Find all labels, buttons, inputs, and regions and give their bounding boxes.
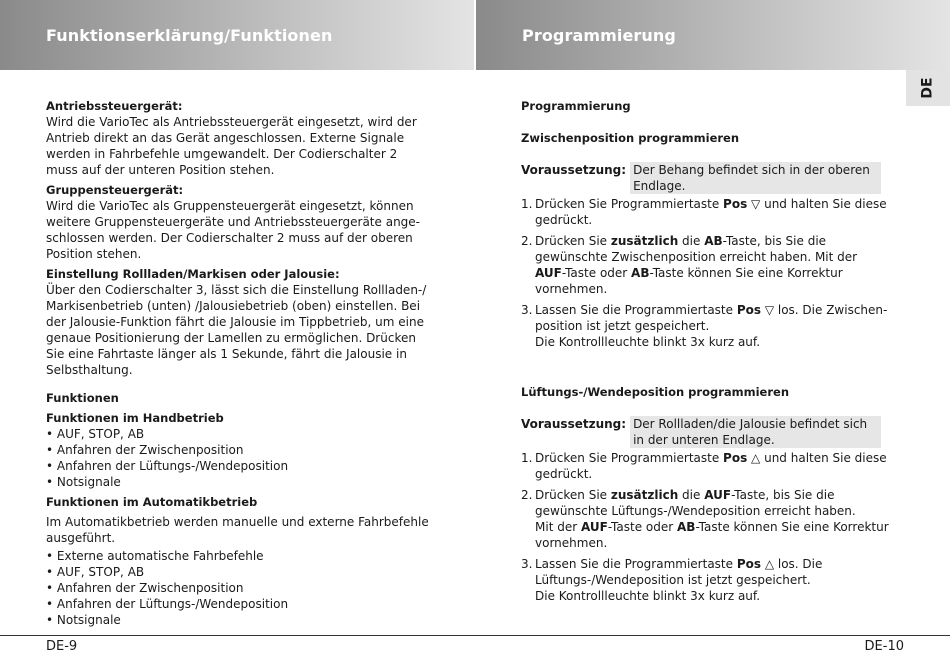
gruppe-text: Wird die VarioTec als Gruppensteuergerät eingesetzt, können weitere Gruppensteuergeräte und Antriebssteuergeräte ange-schlossen werden. Der Codierschalter 2 muss auf der oberen Position stehen.	[46, 199, 420, 261]
left-column	[46, 98, 431, 628]
step-item: 3. Lassen Sie die Programmiertaste Pos △ los. Die Lüftungs-/Wendeposition ist jetzt gespeichert. Die Kontrollleuchte blinkt 3x kurz auf.	[521, 557, 823, 603]
right-column	[521, 98, 891, 604]
prerequisite-text: Der Rollladen/die Jalousie befindet sich in der unteren Endlage.	[630, 416, 881, 448]
programmierung-heading: Programmierung	[521, 99, 631, 113]
right-page-title: Programmierung	[522, 25, 676, 45]
lueft-heading: Lüftungs-/Wendeposition programmieren	[521, 385, 790, 399]
zwischen-steps	[521, 196, 891, 350]
hand-heading: Funktionen im Handbetrieb	[46, 411, 224, 425]
right-header	[476, 0, 950, 70]
language-label: DE	[920, 77, 936, 99]
lueft-prerequisite	[521, 416, 891, 448]
lueft-steps	[521, 450, 891, 604]
step-item: 2. Drücken Sie zusätzlich die AB-Taste, bis Sie die gewünschte Zwischenposition erreicht haben. Mit der AUF-Taste oder AB-Taste können Sie eine Korrektur vornehmen.	[521, 234, 858, 296]
list-item: • Anfahren der Zwischenposition	[46, 442, 431, 458]
auto-text: Im Automatikbetrieb werden manuelle und externe Fahrbefehle ausgeführt.	[46, 515, 429, 545]
step-item: 1. Drücken Sie Programmiertaste Pos ▽ und halten Sie diese gedrückt.	[521, 197, 887, 227]
auto-heading: Funktionen im Automatikbetrieb	[46, 495, 258, 509]
list-item: • Notsignale	[46, 612, 431, 628]
list-item: • Notsignale	[46, 474, 431, 490]
hand-list	[46, 426, 431, 490]
prerequisite-label: Voraussetzung:	[521, 417, 627, 431]
auto-list	[46, 548, 431, 628]
footer-divider	[0, 635, 950, 636]
gruppe-heading: Gruppensteuergerät:	[46, 183, 184, 197]
step-item: 3. Lassen Sie die Programmiertaste Pos ▽ los. Die Zwischen-position ist jetzt gespeichert. Die Kontrollleuchte blinkt 3x kurz auf.	[521, 303, 888, 349]
list-item: • AUF, STOP, AB	[46, 426, 431, 442]
left-header	[0, 0, 474, 70]
zwischen-prerequisite	[521, 162, 891, 194]
list-item: • Anfahren der Lüftungs-/Wendeposition	[46, 596, 431, 612]
step-item: 2. Drücken Sie zusätzlich die AUF-Taste, bis Sie die gewünschte Lüftungs-/Wendeposition erreicht haben. Mit der AUF-Taste oder AB-Taste können Sie eine Korrektur vornehmen.	[521, 488, 889, 550]
list-item: • AUF, STOP, AB	[46, 564, 431, 580]
left-page-number: DE-9	[46, 639, 78, 654]
einstellung-heading: Einstellung Rollladen/Markisen oder Jalousie:	[46, 267, 340, 281]
antrieb-text: Wird die VarioTec als Antriebssteuergerät eingesetzt, wird der Antrieb direkt an das Gerät angeschlossen. Externe Signale werden in Fahrbefehle umgewandelt. Der Codierschalter 2 muss auf der unteren Position stehen.	[46, 115, 417, 177]
left-page-title: Funktionserklärung/Funktionen	[46, 25, 333, 45]
prerequisite-label: Voraussetzung:	[521, 163, 627, 177]
list-item: • Anfahren der Lüftungs-/Wendeposition	[46, 458, 431, 474]
antrieb-heading: Antriebssteuergerät:	[46, 99, 183, 113]
list-item: • Anfahren der Zwischenposition	[46, 580, 431, 596]
right-page-number: DE-10	[864, 639, 904, 654]
language-tab	[906, 70, 950, 106]
prerequisite-text: Der Behang befindet sich in der oberen Endlage.	[630, 162, 881, 194]
zwischen-heading: Zwischenposition programmieren	[521, 131, 740, 145]
einstellung-text: Über den Codierschalter 3, lässt sich die Einstellung Rollladen-/ Markisenbetrieb (unten) /Jalousiebetrieb (oben) einstellen. Bei der Jalousie-Funktion fährt die Jalousie im Tippbetrieb, um eine genaue Positionierung der Lamellen zu ermöglichen. Drücken Sie eine Fahrtaste länger als 1 Sekunde, fährt die Jalousie in Selbsthaltung.	[46, 283, 427, 377]
list-item: • Externe automatische Fahrbefehle	[46, 548, 431, 564]
step-item: 1. Drücken Sie Programmiertaste Pos △ und halten Sie diese gedrückt.	[521, 451, 887, 481]
funktionen-heading: Funktionen	[46, 391, 119, 405]
